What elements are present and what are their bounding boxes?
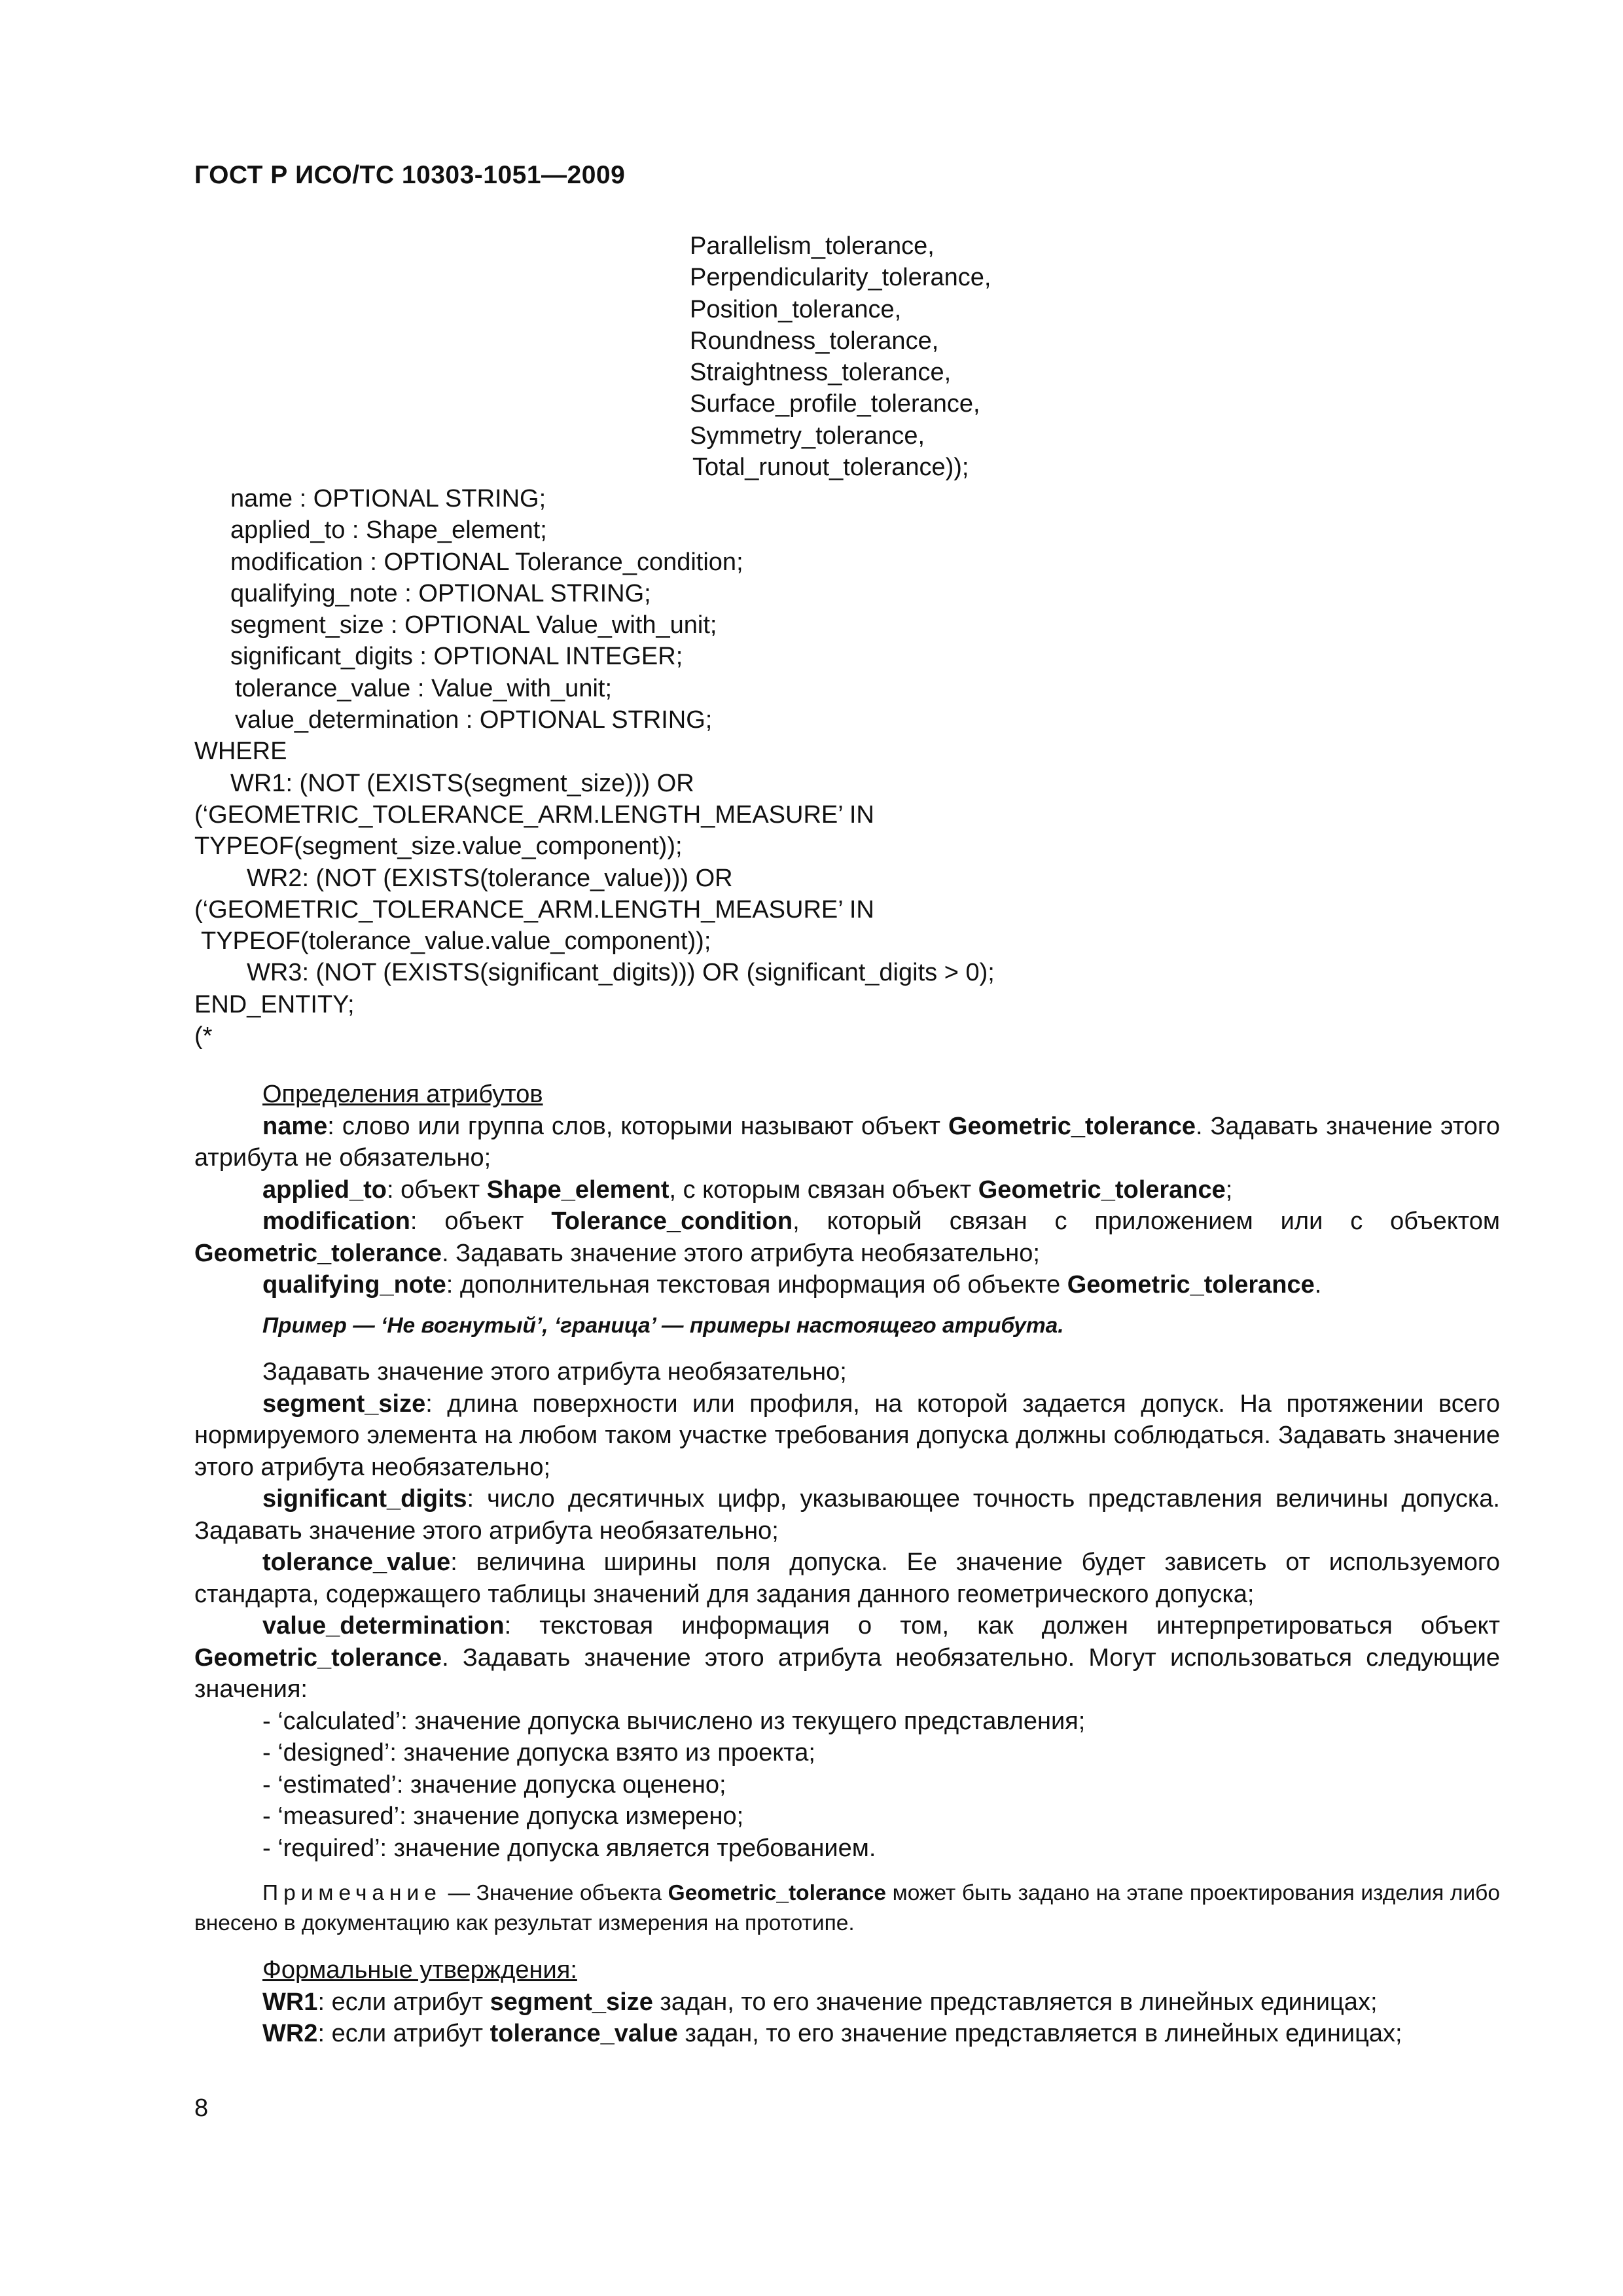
attribute-ref: segment_size bbox=[490, 1988, 653, 2016]
list-item: - ‘estimated’: значение допуска оценено; bbox=[262, 1770, 726, 1799]
enum-item: Perpendicularity_tolerance, bbox=[690, 264, 991, 292]
code-wr2-line: WR2: (NOT (EXISTS(tolerance_value))) OR bbox=[247, 864, 733, 892]
enum-list bbox=[690, 230, 991, 483]
code-attribute-line: tolerance_value : Value_with_unit; bbox=[235, 674, 613, 702]
optional-line: Задавать значение этого атрибута необязательно; bbox=[262, 1358, 847, 1386]
definition-modification: modification: объект Tolerance_condition, который связан с приложением или с объектом Geometric_tolerance. Задавать значение этого атрибута необязательно; bbox=[194, 1208, 1500, 1267]
object-ref: Geometric_tolerance bbox=[194, 1643, 442, 1672]
attribute-definitions bbox=[194, 1079, 1500, 2050]
term: modification bbox=[262, 1208, 410, 1235]
code-wr3-line: WR3: (NOT (EXISTS(significant_digits))) OR (significant_digits > 0); bbox=[247, 959, 995, 987]
rule-label: WR2 bbox=[262, 2020, 318, 2047]
code-attribute-line: value_determination : OPTIONAL STRING; bbox=[235, 706, 713, 734]
code-attribute-line: name : OPTIONAL STRING; bbox=[230, 485, 546, 512]
object-ref: Geometric_tolerance bbox=[1067, 1271, 1315, 1299]
enum-item: Straightness_tolerance, bbox=[690, 359, 952, 387]
term: tolerance_value bbox=[262, 1549, 451, 1576]
code-comment-open: (* bbox=[194, 1022, 213, 1050]
definition-value-determination: value_determination: текстовая информация о том, как должен интерпретироваться объект Geometric_tolerance. Задавать значение этого атрибута необязательно. Могут использоваться следующие значения: bbox=[194, 1612, 1500, 1703]
definition-significant-digits: significant_digits: число десятичных цифр, указывающее точность представления величины допуска. Задавать значение этого атрибута необязательно; bbox=[194, 1485, 1500, 1545]
code-wr1-line: (‘GEOMETRIC_TOLERANCE_ARM.LENGTH_MEASURE’ IN bbox=[194, 800, 874, 829]
code-wr1-line: WR1: (NOT (EXISTS(segment_size))) OR bbox=[230, 769, 694, 797]
enum-item: Parallelism_tolerance, bbox=[690, 232, 935, 260]
object-ref: Geometric_tolerance bbox=[948, 1112, 1196, 1140]
rule-label: WR1 bbox=[262, 1988, 318, 2016]
formal-heading: Формальные утверждения: bbox=[262, 1956, 577, 1984]
term: applied_to bbox=[262, 1175, 387, 1204]
object-ref: Tolerance_condition bbox=[551, 1208, 793, 1235]
formal-wr1: WR1: если атрибут segment_size задан, то его значение представляется в линейных единицах; bbox=[262, 1988, 1378, 2016]
enum-item: Roundness_tolerance, bbox=[690, 327, 939, 355]
object-ref: Geometric_tolerance bbox=[668, 1881, 886, 1905]
definition-applied-to: applied_to: объект Shape_element, с которым связан объект Geometric_tolerance; bbox=[262, 1175, 1233, 1204]
object-ref: Shape_element bbox=[486, 1175, 669, 1204]
express-code-block bbox=[194, 483, 1497, 1052]
definitions-heading: Определения атрибутов bbox=[262, 1081, 543, 1108]
term: segment_size bbox=[262, 1390, 426, 1418]
note: Примечание — Значение объекта Geometric_tolerance может быть задано на этапе проектирования изделия либо внесено в документацию как результат измерения на прототипе. bbox=[194, 1881, 1500, 1935]
term: qualifying_note bbox=[262, 1271, 446, 1299]
code-end-entity: END_ENTITY; bbox=[194, 990, 355, 1018]
code-attribute-line: segment_size : OPTIONAL Value_with_unit; bbox=[230, 611, 717, 639]
term: value_determination bbox=[262, 1612, 505, 1640]
definition-name: name: слово или группа слов, которыми называют объект Geometric_tolerance. Задавать значение этого атрибута не обязательно; bbox=[194, 1112, 1500, 1172]
code-wr1-line: TYPEOF(segment_size.value_component)); bbox=[194, 833, 683, 861]
attribute-ref: tolerance_value bbox=[490, 2020, 678, 2047]
page-number: 8 bbox=[194, 2094, 209, 2122]
list-item: - ‘measured’: значение допуска измерено; bbox=[262, 1803, 744, 1830]
list-item: - ‘required’: значение допуска является требованием. bbox=[262, 1834, 876, 1862]
enum-item: Symmetry_tolerance, bbox=[690, 422, 925, 450]
enum-item: Surface_profile_tolerance, bbox=[690, 390, 980, 418]
code-attribute-line: modification : OPTIONAL Tolerance_condition; bbox=[230, 548, 743, 576]
definition-qualifying-note: qualifying_note: дополнительная текстовая информация об объекте Geometric_tolerance. bbox=[262, 1271, 1322, 1299]
code-wr2-line: TYPEOF(tolerance_value.value_component)); bbox=[201, 927, 711, 956]
code-where: WHERE bbox=[194, 738, 287, 766]
term: name bbox=[262, 1112, 328, 1140]
note-label: Примечание bbox=[262, 1881, 442, 1905]
object-ref: Geometric_tolerance bbox=[194, 1239, 442, 1267]
code-attribute-line: significant_digits : OPTIONAL INTEGER; bbox=[230, 643, 683, 671]
enum-item: Total_runout_tolerance)); bbox=[692, 454, 969, 482]
code-attribute-line: applied_to : Shape_element; bbox=[230, 516, 547, 545]
object-ref: Geometric_tolerance bbox=[978, 1175, 1226, 1204]
list-item: - ‘calculated’: значение допуска вычислено из текущего представления; bbox=[262, 1707, 1086, 1735]
enum-item: Position_tolerance, bbox=[690, 295, 902, 323]
formal-wr2: WR2: если атрибут tolerance_value задан, то его значение представляется в линейных единицах; bbox=[262, 2020, 1402, 2047]
list-item: - ‘designed’: значение допуска взято из проекта; bbox=[262, 1739, 815, 1767]
example-text: Пример — ‘Не вогнутый’, ‘граница’ — примеры настоящего атрибута. bbox=[262, 1313, 1064, 1338]
code-attribute-line: qualifying_note : OPTIONAL STRING; bbox=[230, 579, 651, 607]
code-wr2-line: (‘GEOMETRIC_TOLERANCE_ARM.LENGTH_MEASURE’ IN bbox=[194, 895, 874, 924]
term: significant_digits bbox=[262, 1485, 467, 1513]
document-header: ГОСТ Р ИСО/ТС 10303-1051—2009 bbox=[194, 161, 626, 189]
definition-segment-size: segment_size: длина поверхности или профиля, на которой задается допуск. На протяжении всего нормируемого элемента на любом таком участке требования допуска должны соблюдаться. Задавать значение этого атрибута необязательно; bbox=[194, 1390, 1500, 1481]
definition-tolerance-value: tolerance_value: величина ширины поля допуска. Ее значение будет зависеть от используемого стандарта, содержащего таблицы значений для задания данного геометрического допуска; bbox=[194, 1549, 1500, 1608]
